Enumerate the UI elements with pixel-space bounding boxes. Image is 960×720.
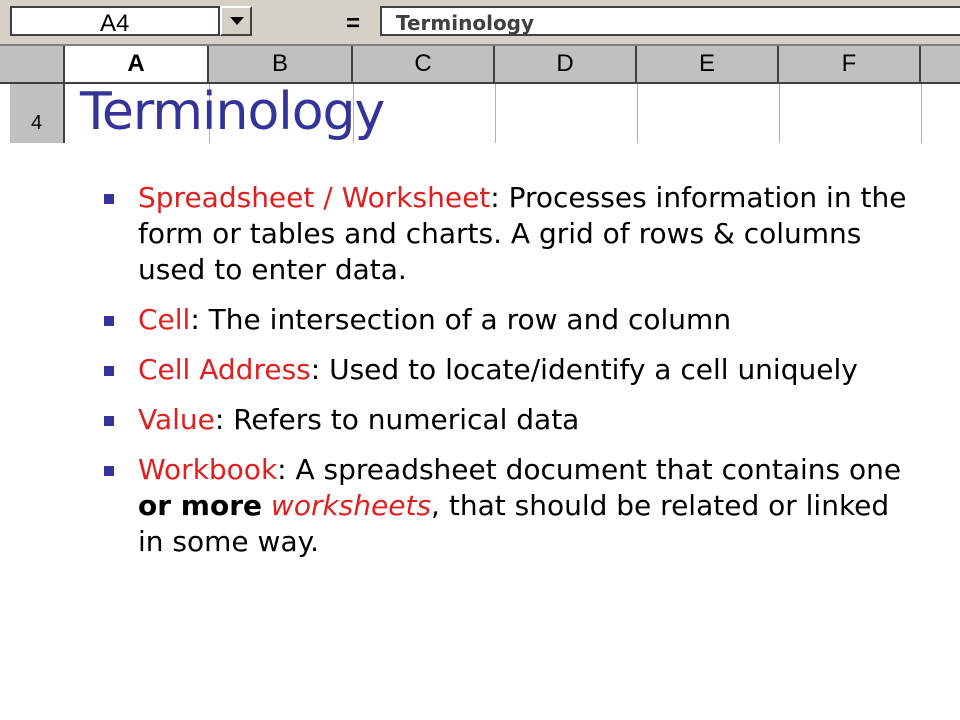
- bullet-item: [100, 180, 920, 288]
- bullet-separator: :: [490, 181, 500, 214]
- bullet-list: [100, 180, 920, 574]
- bullet-separator: :: [310, 353, 321, 386]
- name-box-value: A4: [100, 10, 130, 37]
- column-header-next[interactable]: [921, 46, 960, 82]
- bullet-item: [100, 352, 920, 388]
- name-box-dropdown-button[interactable]: [220, 6, 252, 36]
- bullet-item: [100, 402, 920, 438]
- formula-value: Terminology: [396, 11, 535, 35]
- column-header-row: [0, 46, 960, 84]
- square-bullet-icon: [104, 366, 114, 376]
- bullet-term: Cell: [138, 303, 191, 336]
- formula-input[interactable]: [380, 6, 960, 36]
- square-bullet-icon: [104, 416, 114, 426]
- bullet-separator: :: [214, 403, 225, 436]
- bullet-text-bold: or more: [138, 489, 263, 522]
- bullet-text: The intersection of a row and column: [199, 303, 732, 336]
- bullet-text: A spreadsheet document that contains one: [286, 453, 902, 486]
- column-header-d[interactable]: D: [495, 46, 637, 82]
- bullet-text-italic: worksheets: [270, 489, 432, 522]
- square-bullet-icon: [104, 466, 114, 476]
- bullet-text-tail: , that should be related or linked in some way.: [138, 489, 890, 558]
- bullet-term: Value: [138, 403, 215, 436]
- square-bullet-icon: [104, 194, 114, 204]
- bullet-item: [100, 452, 920, 560]
- grid-line: [637, 84, 638, 143]
- bullet-separator: :: [190, 303, 200, 336]
- bullet-term: Spreadsheet / Worksheet: [138, 181, 491, 214]
- formula-bar: [0, 0, 960, 46]
- column-header-c[interactable]: C: [353, 46, 495, 82]
- bullet-text: Used to locate/identify a cell uniquely: [320, 353, 858, 386]
- column-header-e[interactable]: E: [637, 46, 779, 82]
- bullet-term: Workbook: [138, 453, 278, 486]
- grid-line: [779, 84, 780, 143]
- bullet-term: Cell Address: [138, 353, 311, 386]
- slide-title: Terminology: [80, 82, 385, 142]
- row-header-4[interactable]: 4: [10, 84, 65, 143]
- bullet-text: Refers to numerical data: [224, 403, 580, 436]
- select-all-corner[interactable]: [10, 46, 65, 82]
- equals-button[interactable]: =: [346, 10, 361, 37]
- bullet-text-space: [262, 489, 271, 522]
- grid-line: [495, 84, 496, 143]
- name-box[interactable]: [10, 6, 220, 36]
- bullet-separator: :: [277, 453, 287, 486]
- column-header-f[interactable]: F: [779, 46, 921, 82]
- bullet-item: [100, 302, 920, 338]
- column-header-b[interactable]: B: [209, 46, 353, 82]
- square-bullet-icon: [104, 316, 114, 326]
- bullet-text: Processes information in the form or tables and charts. A grid of rows & columns used to enter data.: [138, 181, 907, 286]
- grid-line: [921, 84, 922, 143]
- column-header-a[interactable]: A: [65, 46, 209, 82]
